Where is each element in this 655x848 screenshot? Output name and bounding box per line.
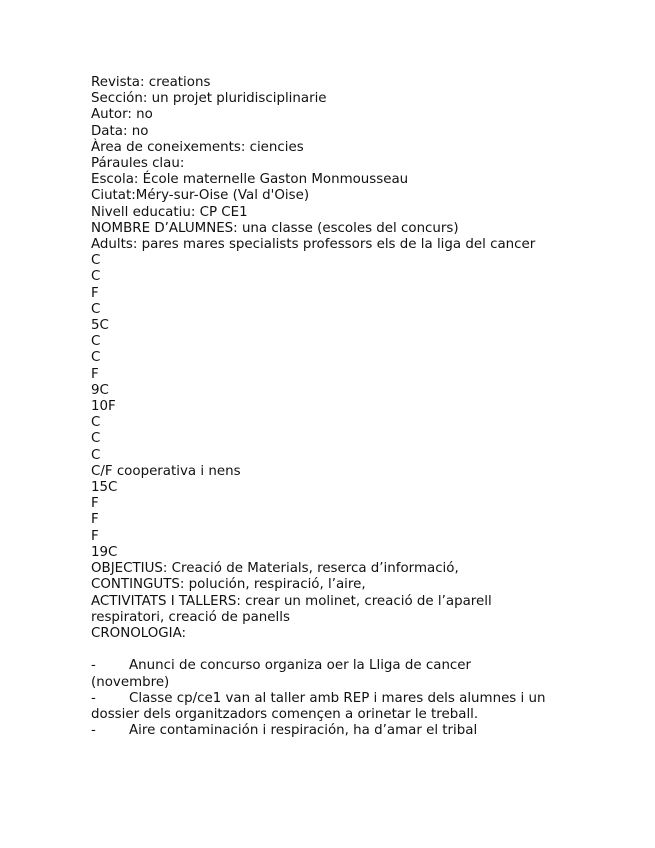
dash-marker: - [91,723,96,739]
city-line: Ciutat:Méry-sur-Oise (Val d'Oise) [91,188,310,204]
cronologia-item [91,723,611,739]
cronologia-item-continuation: (novembre) [91,674,170,690]
code-line: F [91,496,99,512]
adults-line: Adults: pares mares specialists professors els de la liga del cancer [91,237,536,253]
education-level-line: Nivell educatiu: CP CE1 [91,204,248,220]
school-line: Escola: École maternelle Gaston Monmousseau [91,172,409,188]
cronologia-item-continuation: dossier dels organitzadors començen a orinetar le treball. [91,706,479,722]
code-line: C [91,301,101,317]
cronologia-item [91,658,611,690]
keywords-line: Páraules clau: [91,156,185,172]
code-line: F [91,528,99,544]
code-line: 15C [91,480,118,496]
activities-continuation-line: respiratori, creació de panells [91,609,290,625]
contents-line: CONTINGUTS: polución, respiració, l’aire, [91,577,366,593]
objectives-line: OBJECTIUS: Creació de Materials, reserca d’informació, [91,561,459,577]
code-line: 10F [91,399,116,415]
author-line: Autor: no [91,107,153,123]
code-line: F [91,512,99,528]
code-line: 9C [91,382,109,398]
code-line: C [91,253,101,269]
cronologia-list [91,658,611,739]
code-list [91,253,611,561]
header-block [91,75,611,253]
code-line: 5C [91,318,109,334]
cronologia-item-text: Anunci de concurso organiza oer la Lliga de cancer [129,658,472,674]
cronologia-item [91,691,611,723]
code-line: 19C [91,544,118,560]
dash-marker: - [91,690,96,706]
code-line: F [91,366,99,382]
activities-line: ACTIVITATS I TALLERS: crear un molinet, creació de l’aparell [91,593,492,609]
knowledge-area-line: Àrea de coneixements: ciencies [91,139,304,155]
code-line: C [91,431,101,447]
document-page [91,75,611,739]
code-line: C [91,269,101,285]
section-line: Sección: un projet pluridisciplinarie [91,91,327,107]
code-line: C [91,350,101,366]
cronologia-item-text: Aire contaminación i respiración, ha d’amar el tribal [129,723,478,739]
student-count-line: NOMBRE D’ALUMNES: una classe (escoles del concurs) [91,220,459,236]
code-line: C/F cooperativa i nens [91,463,241,479]
dash-marker: - [91,658,96,674]
sections-block [91,561,611,642]
cronologia-heading: CRONOLOGIA: [91,625,187,641]
code-line: C [91,334,101,350]
code-line: C [91,447,101,463]
cronologia-item-text: Classe cp/ce1 van al taller amb REP i mares dels alumnes i un [129,690,546,706]
code-line: F [91,285,99,301]
blank-line [91,642,611,658]
date-line: Data: no [91,123,149,139]
magazine-line: Revista: creations [91,75,211,90]
code-line: C [91,415,101,431]
